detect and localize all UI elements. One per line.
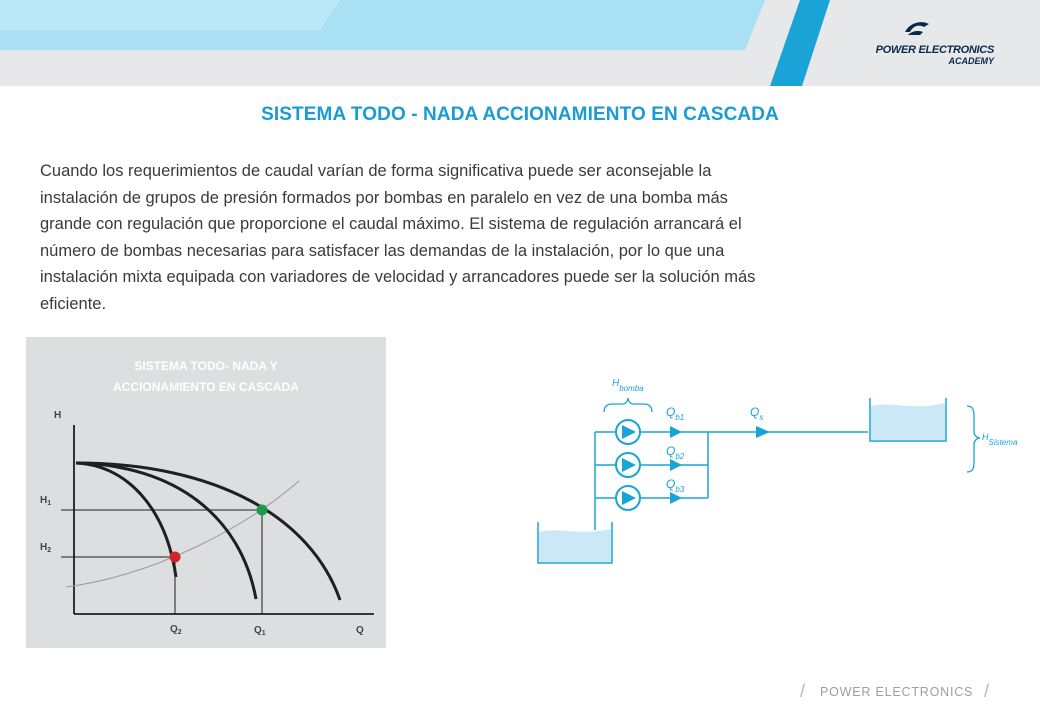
- qb1-label: $Q_{b1}$: [666, 405, 685, 422]
- page-title: SISTEMA TODO - NADA ACCIONAMIENTO EN CASCADA: [261, 104, 779, 125]
- logo-text-sub: ACADEMY: [948, 56, 994, 66]
- paragraph-line: grande con regulación que proporcione el caudal máximo. El sistema de regulación arrancará el: [40, 215, 742, 233]
- curve-title-line2: ACCIONAMIENTO EN CASCADA: [113, 380, 299, 394]
- qb2-label: $Q_{b2}$: [666, 444, 685, 461]
- paragraph-line: instalación de grupos de presión formados por bombas en paralelo en vez de una bomba más: [40, 188, 728, 207]
- hq-curve-diagram: [26, 337, 386, 648]
- curve-title-line1: SISTEMA TODO- NADA Y: [134, 359, 278, 373]
- h1-label: $H_1$: [40, 495, 52, 507]
- logo-text-main: POWER ELECTRONICS: [875, 44, 994, 56]
- qs-label: $Q_s$: [750, 405, 764, 422]
- delivery-tank-water: [871, 403, 945, 440]
- h-bomba-brace: [604, 398, 652, 412]
- h-sistema-label: HSistema: [982, 432, 1018, 447]
- x-axis-label: Q: [356, 625, 364, 636]
- pump-curve-2: [76, 463, 256, 599]
- flow-arrow-qb1: [670, 426, 682, 438]
- paragraph-line: eficiente.: [40, 294, 107, 313]
- pump-2-icon: [616, 453, 640, 477]
- suction-tank-water: [539, 529, 611, 562]
- h-sistema-brace: [967, 406, 980, 472]
- h2-label: $H_2$: [40, 542, 52, 554]
- y-axis-label: H: [54, 410, 62, 421]
- h-bomba-label: $H_{bomba}$: [612, 378, 644, 393]
- footer-slash-right: /: [984, 681, 990, 701]
- paragraph-line: número de bombas necesarias para satisfacer las demandas de la instalación, por lo que una: [40, 241, 725, 260]
- pump-curve-3: [76, 463, 340, 600]
- operating-point-2: [170, 552, 181, 563]
- footer-slash-left: /: [800, 681, 806, 701]
- pump-schematic-graphic: [530, 370, 1040, 580]
- q2-label: $Q_2$: [170, 624, 182, 636]
- logo-swoosh-icon: [902, 20, 932, 40]
- system-curve: [66, 481, 299, 587]
- footer-brand: [800, 683, 1000, 703]
- flow-arrow-qs: [756, 426, 770, 438]
- qb3-label: $Q_{b3}$: [666, 477, 685, 494]
- pump-schematic: [530, 370, 1040, 580]
- footer-text: POWER ELECTRONICS: [820, 685, 974, 699]
- q1-label: $Q_1$: [254, 625, 266, 637]
- hq-curve-panel: [26, 337, 386, 648]
- operating-point-1: [257, 505, 268, 516]
- pump-1-icon: [616, 420, 640, 444]
- paragraph-line: instalación mixta equipada con variadores de velocidad y arrancadores puede ser la solución más: [40, 268, 756, 286]
- body-paragraph: [40, 158, 1000, 317]
- paragraph-line: Cuando los requerimientos de caudal varían de forma significativa puede ser aconsejable la: [40, 162, 712, 180]
- company-logo: [872, 18, 1022, 68]
- pump-3-icon: [616, 486, 640, 510]
